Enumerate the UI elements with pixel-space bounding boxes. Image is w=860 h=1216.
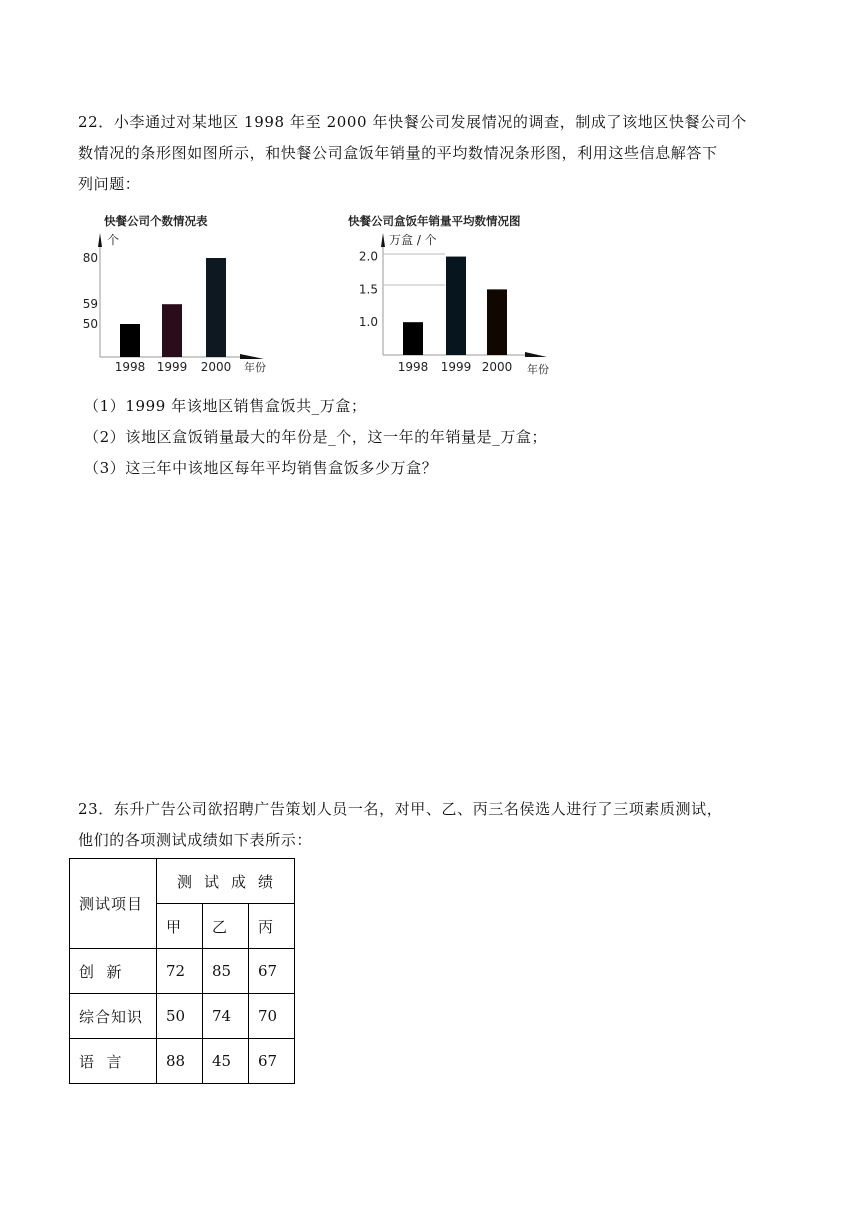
table-row [70, 1039, 295, 1084]
x-ticks [115, 360, 232, 374]
problem-23-line: 他们的各项测试成绩如下表所示： [78, 831, 313, 849]
y-axis-arrow-icon [381, 233, 385, 247]
row-item: 综合知识 [70, 994, 157, 1039]
chart-title: 快餐公司个数情况表 [104, 214, 208, 228]
score-cell: 88 [157, 1039, 203, 1084]
y-tick-label: 80 [82, 251, 98, 265]
score-cell: 67 [249, 949, 295, 994]
x-tick-label: 1998 [114, 360, 146, 374]
x-ticks [398, 360, 513, 374]
candidate-header: 丙 [249, 904, 295, 949]
score-cell: 67 [249, 1039, 295, 1084]
y-tick-label: 1.5 [358, 282, 378, 297]
question-1: （1）1999 年该地区销售盒饭共_万盒； [84, 397, 367, 415]
problem-23-text [78, 794, 790, 856]
x-tick-label: 1999 [440, 360, 472, 374]
score-cell: 85 [203, 949, 249, 994]
x-tick-label: 2000 [200, 360, 232, 374]
x-axis-arrow-icon [525, 352, 547, 357]
question-2: （2）该地区盒饭销量最大的年份是_个，这一年的年销量是_万盒； [84, 428, 548, 446]
bar-2000 [206, 258, 226, 357]
bar-1999 [162, 304, 182, 357]
y-ticks [83, 251, 98, 331]
candidate-header: 甲 [157, 904, 203, 949]
chart-title: 快餐公司盒饭年销量平均数情况图 [348, 214, 521, 228]
bars [403, 257, 507, 355]
y-axis-arrow-icon [98, 233, 102, 247]
bar-1998 [403, 322, 423, 355]
problem-22-text [78, 107, 790, 200]
y-tick-label: 50 [82, 317, 98, 331]
score-header: 测试成绩 [157, 859, 295, 904]
y-ticks [359, 250, 378, 330]
row-item: 语 言 [70, 1039, 157, 1084]
y-axis-label: 个 [107, 233, 120, 247]
problem-22-line: 列问题： [78, 175, 141, 193]
score-cell: 74 [203, 994, 249, 1039]
y-tick-label: 2.0 [358, 249, 378, 264]
table-row [70, 949, 295, 994]
x-axis-arrow-icon [240, 354, 264, 359]
x-tick-label: 1998 [397, 360, 429, 374]
bars [120, 258, 226, 357]
problem-23-line: 23．东升广告公司欲招聘广告策划人员一名，对甲、乙、丙三名侯选人进行了三项素质测试， [78, 800, 723, 818]
company-count-chart [82, 210, 282, 380]
bar-1999 [446, 257, 466, 355]
score-cell: 50 [157, 994, 203, 1039]
table-header-row [70, 859, 295, 904]
problem-22-line: 数情况的条形图如图所示，和快餐公司盒饭年销量的平均数情况条形图，利用这些信息解答下 [78, 144, 718, 162]
x-tick-label: 1999 [156, 360, 188, 374]
y-tick-label: 1.0 [358, 315, 378, 330]
bar-1998 [120, 324, 140, 357]
x-axis-label: 年份 [527, 363, 549, 376]
table-row [70, 994, 295, 1039]
score-cell: 45 [203, 1039, 249, 1084]
score-cell: 72 [157, 949, 203, 994]
y-axis-label: 万盒 / 个 [389, 233, 437, 247]
y-tick-label: 59 [82, 297, 98, 312]
item-header: 测试项目 [70, 859, 157, 949]
average-sales-chart [345, 210, 565, 380]
candidate-header: 乙 [203, 904, 249, 949]
score-cell: 70 [249, 994, 295, 1039]
row-item: 创 新 [70, 949, 157, 994]
bar-2000 [487, 289, 507, 355]
x-axis-label: 年份 [244, 361, 266, 374]
problem-22-line: 22．小李通过对某地区 1998 年至 2000 年快餐公司发展情况的调查，制成了该地区快餐公司个 [78, 113, 747, 131]
question-3: （3）这三年中该地区每年平均销售盒饭多少万盒？ [84, 459, 438, 477]
scores-table [69, 858, 295, 1084]
x-tick-label: 2000 [481, 360, 513, 374]
